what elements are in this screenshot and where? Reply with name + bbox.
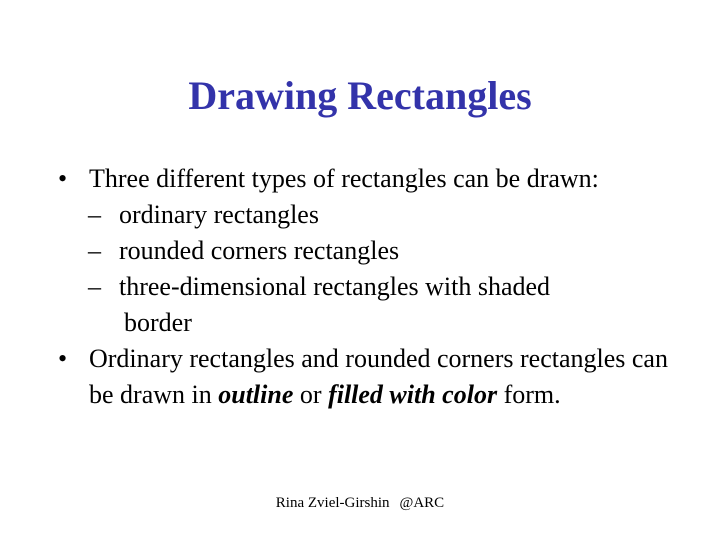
slide-title: Drawing Rectangles (188, 73, 532, 118)
dash-icon: – (88, 272, 101, 301)
sub-item-text: ordinary rectangles (119, 200, 319, 229)
bullet-text-part3: form. (503, 380, 561, 409)
sub-item-text: three-dimensional rectangles with shaded (119, 272, 551, 301)
slide-footer (0, 495, 720, 512)
sub-item-text: rounded corners rectangles (119, 236, 400, 265)
sub-item-three-dimensional (58, 269, 698, 341)
slide-content (58, 161, 698, 413)
footer-author: Rina Zviel-Girshin (275, 495, 390, 511)
bullet-text-part1: Ordinary rectangles and rounded corners rectangles can be drawn in (89, 344, 668, 409)
dash-icon: – (88, 236, 101, 265)
bullet-item-types (58, 161, 698, 197)
dash-icon: – (88, 200, 101, 229)
bullet-icon: • (58, 344, 68, 373)
sub-item-text-continued: border (124, 308, 192, 337)
sub-item-ordinary (58, 197, 698, 233)
emphasis-outline: outline (218, 380, 294, 409)
bullet-text-part2: or (299, 380, 322, 409)
sub-list (58, 197, 698, 341)
sub-item-rounded (58, 233, 698, 269)
bullet-text: Three different types of rectangles can be drawn: (89, 164, 599, 193)
bullet-item-forms (58, 341, 698, 413)
bullet-icon: • (58, 164, 68, 193)
emphasis-filled-with-color: filled with color (328, 380, 498, 409)
footer-org: @ARC (399, 495, 445, 511)
